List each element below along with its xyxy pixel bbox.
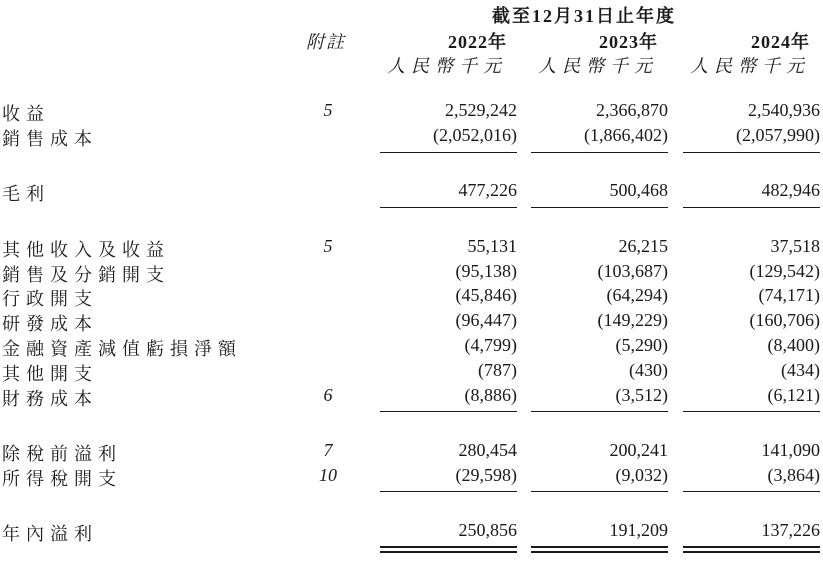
row-value-2022: (8,886)	[464, 385, 517, 405]
row-note: 5	[323, 100, 333, 120]
row-value-2022: (45,846)	[455, 285, 517, 305]
row-value-2024: (6,121)	[767, 385, 820, 405]
row-value-2024: 141,090	[761, 440, 820, 460]
subtotal-rule	[531, 152, 668, 153]
row-value-2024: (160,706)	[749, 310, 820, 330]
row-value-2023: 500,468	[609, 180, 668, 200]
subtotal-rule	[683, 207, 820, 208]
unit-label-2022: 人民幣千元	[387, 56, 507, 76]
row-label: 研發成本	[2, 314, 98, 334]
row-value-2023: (1,866,402)	[584, 125, 668, 145]
row-value-2024: 137,226	[761, 520, 820, 540]
subtotal-rule	[380, 207, 517, 208]
row-value-2024: (3,864)	[767, 465, 820, 485]
row-label: 財務成本	[2, 389, 98, 409]
row-note: 10	[319, 465, 337, 485]
unit-label-2024: 人民幣千元	[690, 56, 810, 76]
row-note: 5	[323, 236, 333, 256]
row-value-2023: (64,294)	[606, 285, 668, 305]
row-value-2023: (3,512)	[615, 385, 668, 405]
row-value-2024: 37,518	[770, 236, 820, 256]
subtotal-rule	[380, 152, 517, 153]
row-value-2022: 2,529,242	[445, 100, 517, 120]
row-value-2023: 191,209	[609, 520, 668, 540]
row-label: 其他收入及收益	[2, 240, 170, 260]
subtotal-rule	[683, 152, 820, 153]
row-value-2022: 477,226	[458, 180, 517, 200]
row-label: 銷售及分銷開支	[2, 265, 170, 285]
row-value-2023: (9,032)	[615, 465, 668, 485]
row-value-2022: (4,799)	[464, 335, 517, 355]
row-value-2024: 482,946	[761, 180, 820, 200]
row-label: 銷售成本	[2, 129, 98, 149]
total-double-rule	[531, 546, 668, 548]
row-note: 6	[323, 385, 333, 405]
row-label: 金融資產減值虧損淨額	[2, 339, 242, 359]
subtotal-rule	[531, 207, 668, 208]
total-double-rule	[380, 551, 517, 553]
row-label: 毛利	[2, 184, 50, 204]
row-label: 收益	[2, 104, 50, 124]
row-value-2022: 280,454	[458, 440, 517, 460]
row-value-2024: (434)	[781, 360, 820, 380]
row-value-2024: (74,171)	[758, 285, 820, 305]
period-heading: 截至12月31日止年度	[492, 6, 676, 26]
row-label: 年內溢利	[2, 524, 98, 544]
row-value-2024: (8,400)	[767, 335, 820, 355]
subtotal-rule	[531, 491, 668, 492]
subtotal-rule	[683, 491, 820, 492]
total-double-rule	[683, 546, 820, 548]
subtotal-rule	[683, 411, 820, 412]
row-value-2024: (2,057,990)	[736, 125, 820, 145]
row-value-2023: (103,687)	[597, 261, 668, 281]
row-label: 所得稅開支	[2, 469, 122, 489]
total-double-rule	[683, 551, 820, 553]
row-value-2022: (787)	[478, 360, 517, 380]
note-column-heading: 附註	[306, 32, 346, 52]
total-double-rule	[531, 551, 668, 553]
row-value-2022: 55,131	[467, 236, 517, 256]
row-value-2023: (5,290)	[615, 335, 668, 355]
row-value-2023: (430)	[629, 360, 668, 380]
row-value-2023: 26,215	[618, 236, 668, 256]
unit-label-2023: 人民幣千元	[538, 56, 658, 76]
year-2022-heading: 2022年	[448, 32, 507, 52]
row-value-2022: (96,447)	[455, 310, 517, 330]
year-2023-heading: 2023年	[599, 32, 658, 52]
row-value-2024: 2,540,936	[748, 100, 820, 120]
row-value-2022: (95,138)	[455, 261, 517, 281]
row-value-2023: 2,366,870	[596, 100, 668, 120]
row-value-2023: 200,241	[609, 440, 668, 460]
subtotal-rule	[380, 411, 517, 412]
row-label: 行政開支	[2, 289, 98, 309]
row-value-2022: (29,598)	[455, 465, 517, 485]
total-double-rule	[380, 546, 517, 548]
row-label: 其他開支	[2, 364, 98, 384]
subtotal-rule	[531, 411, 668, 412]
year-2024-heading: 2024年	[751, 32, 810, 52]
row-value-2024: (129,542)	[749, 261, 820, 281]
subtotal-rule	[380, 491, 517, 492]
row-note: 7	[323, 440, 333, 460]
row-label: 除稅前溢利	[2, 444, 122, 464]
row-value-2022: 250,856	[458, 520, 517, 540]
row-value-2022: (2,052,016)	[433, 125, 517, 145]
row-value-2023: (149,229)	[597, 310, 668, 330]
